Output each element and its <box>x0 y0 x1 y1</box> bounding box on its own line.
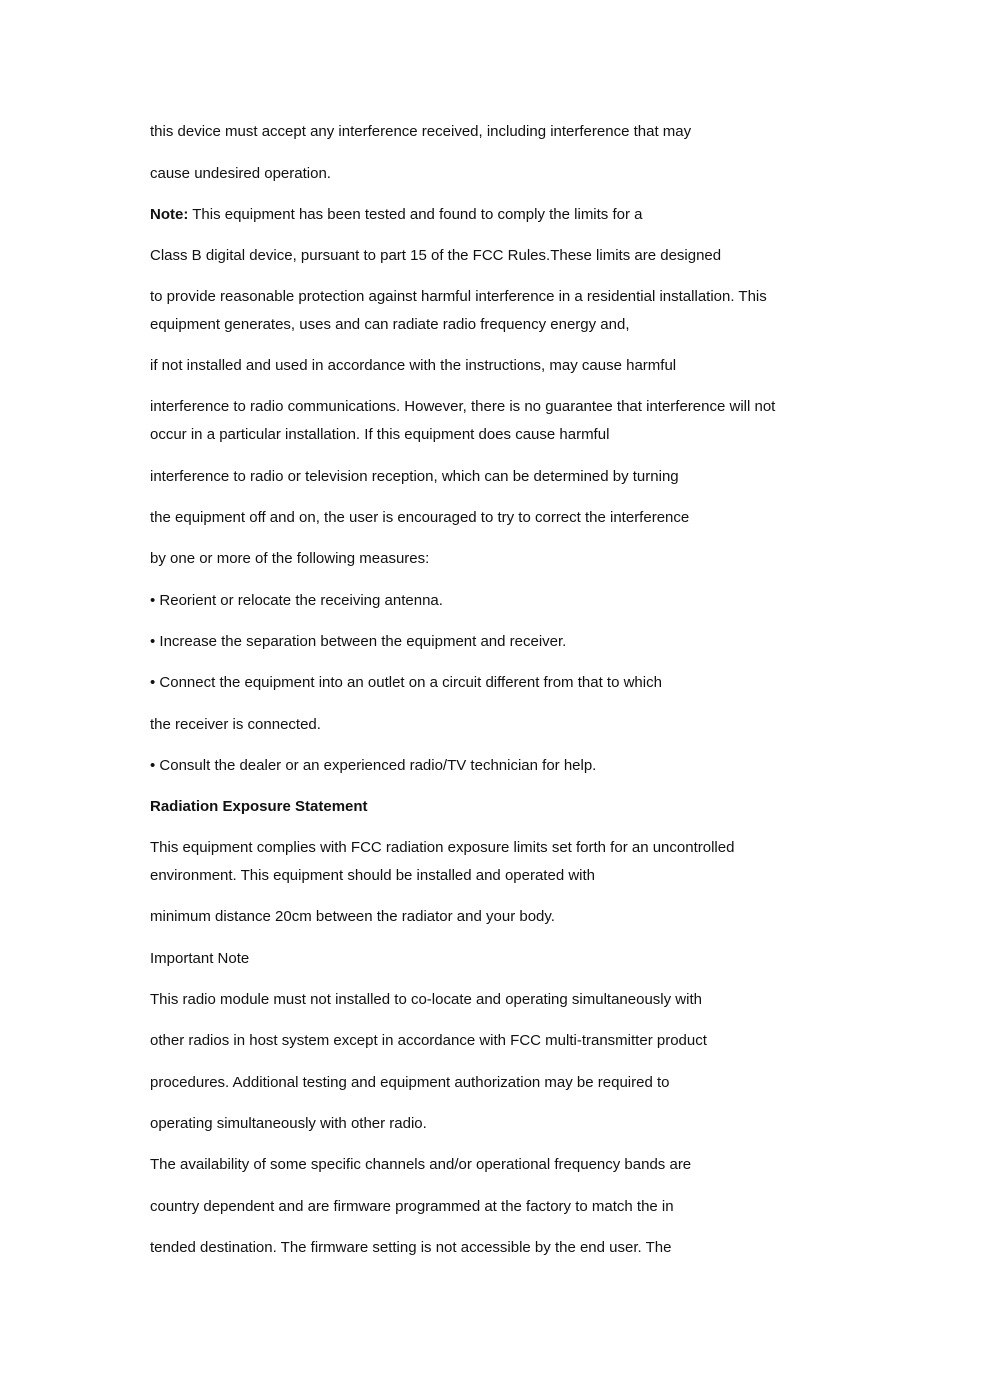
note-text: This equipment has been tested and found to comply the limits for a <box>192 206 643 223</box>
note-label: Note: <box>150 206 189 223</box>
text-line <box>150 1027 850 1055</box>
note-paragraph <box>150 201 850 229</box>
text-line-content: to provide reasonable protection against harmful interference in a residential installation. This <box>150 288 767 305</box>
text-line-content: The availability of some specific channels and/or operational frequency bands are <box>150 1156 692 1173</box>
bullet-item <box>150 587 850 615</box>
text-line-content: if not installed and used in accordance with the instructions, may cause harmful <box>150 357 677 374</box>
text-paragraph <box>150 393 850 449</box>
heading-text: Important Note <box>150 950 250 967</box>
text-line-content: This radio module must not installed to co-locate and operating simultaneously with <box>150 991 702 1008</box>
text-line-content: procedures. Additional testing and equipment authorization may be required to <box>150 1074 670 1091</box>
text-line-content: interference to radio or television reception, which can be determined by turning <box>150 468 679 485</box>
text-paragraph <box>150 283 850 339</box>
text-line-content: minimum distance 20cm between the radiator and your body. <box>150 908 555 925</box>
text-line <box>150 463 850 491</box>
text-line <box>150 1151 850 1179</box>
bullet-item <box>150 628 850 656</box>
text-line-content: the equipment off and on, the user is encouraged to try to correct the interference <box>150 509 690 526</box>
bullet-text: • Connect the equipment into an outlet on a circuit different from that to which <box>150 674 662 691</box>
text-line <box>150 118 850 146</box>
section-heading-important <box>150 945 850 973</box>
text-line-content: equipment generates, uses and can radiate radio frequency energy and, <box>150 316 630 333</box>
text-line <box>150 242 850 270</box>
text-line-content: by one or more of the following measures: <box>150 550 430 567</box>
bullet-item <box>150 752 850 780</box>
text-line <box>150 1069 850 1097</box>
text-line <box>150 545 850 573</box>
bullet-continuation <box>150 711 850 739</box>
text-line-content: other radios in host system except in accordance with FCC multi-transmitter product <box>150 1032 707 1049</box>
text-line-content: occur in a particular installation. If this equipment does cause harmful <box>150 426 610 443</box>
text-line-content: cause undesired operation. <box>150 165 331 182</box>
text-line-content: environment. This equipment should be installed and operated with <box>150 867 596 884</box>
bullet-text: • Increase the separation between the equipment and receiver. <box>150 633 567 650</box>
bullet-text: • Reorient or relocate the receiving antenna. <box>150 592 443 609</box>
text-line <box>150 160 850 188</box>
text-line-content: this device must accept any interference received, including interference that may <box>150 123 692 140</box>
text-line <box>150 903 850 931</box>
text-line <box>150 1193 850 1221</box>
text-line <box>150 1110 850 1138</box>
text-line-content: Class B digital device, pursuant to part 15 of the FCC Rules.These limits are designed <box>150 247 722 264</box>
heading-text: Radiation Exposure Statement <box>150 798 368 815</box>
text-paragraph <box>150 834 850 890</box>
text-line-content: interference to radio communications. However, there is no guarantee that interference will not <box>150 398 776 415</box>
text-line <box>150 352 850 380</box>
text-line <box>150 986 850 1014</box>
text-line <box>150 1234 850 1262</box>
bullet-text: • Consult the dealer or an experienced radio/TV technician for help. <box>150 757 597 774</box>
text-line-content: tended destination. The firmware setting is not accessible by the end user. The <box>150 1239 672 1256</box>
section-heading-radiation <box>150 793 850 821</box>
bullet-text: the receiver is connected. <box>150 716 321 733</box>
text-line-content: This equipment complies with FCC radiation exposure limits set forth for an uncontrolled <box>150 839 735 856</box>
bullet-item <box>150 669 850 697</box>
text-line <box>150 504 850 532</box>
text-line-content: operating simultaneously with other radio. <box>150 1115 427 1132</box>
text-line-content: country dependent and are firmware programmed at the factory to match the in <box>150 1198 674 1215</box>
